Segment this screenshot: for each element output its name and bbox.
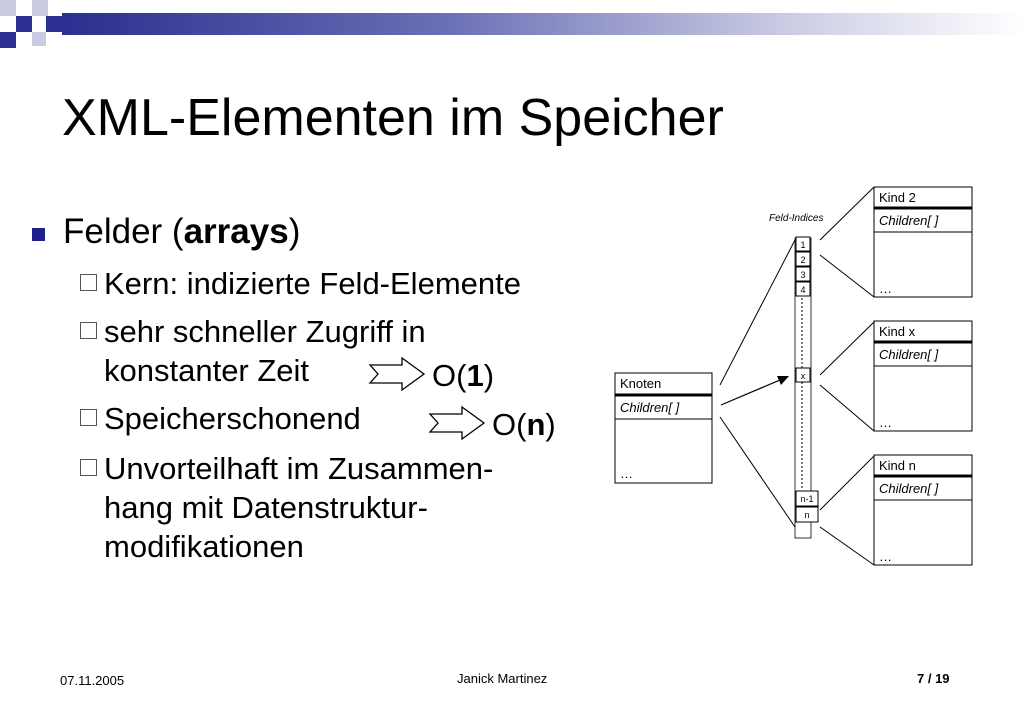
deco-square (32, 32, 46, 46)
complexity-o1 (432, 357, 494, 395)
child-ellipsis: … (879, 415, 892, 430)
deco-square (48, 0, 62, 16)
header-gradient-bar (62, 13, 1023, 35)
deco-square (0, 16, 16, 32)
deco-square (0, 32, 16, 48)
index-label: 2 (800, 255, 806, 265)
child-box (874, 455, 972, 565)
slide-title: XML-Elementen im Speicher (62, 89, 724, 147)
on-prefix: O( (492, 407, 527, 442)
bullet-main-bold: arrays (183, 212, 289, 251)
o1-bold: 1 (466, 358, 484, 393)
sub-item-text: modifikationen (104, 529, 304, 564)
bullet-main-prefix: Felder ( (63, 212, 184, 251)
deco-square (46, 16, 62, 32)
child-box (874, 187, 972, 297)
child-box (874, 321, 972, 431)
sub-item-text: Kern: indizierte Feld-Elemente (104, 266, 521, 301)
o1-suffix: ) (483, 358, 495, 393)
sub-item-text: konstanter Zeit (104, 353, 310, 388)
deco-square (16, 16, 32, 32)
node-title: Knoten (620, 376, 662, 391)
index-label: 3 (800, 270, 806, 280)
header-decoration (0, 0, 1023, 60)
child-children-field: Children[ ] (879, 213, 939, 228)
on-suffix: ) (545, 407, 556, 442)
index-label: x (800, 371, 806, 381)
index-label: 1 (800, 240, 806, 250)
deco-square (16, 0, 32, 16)
sub-item-text: Speicherschonend (104, 401, 361, 436)
child-children-field: Children[ ] (879, 481, 939, 496)
child-title: Kind 2 (879, 190, 916, 205)
checkbox-bullet-icon (80, 322, 97, 339)
bullet-main (63, 210, 300, 254)
array-label: Feld-Indices (769, 213, 824, 224)
arrow-right-icon (428, 405, 486, 441)
checkbox-bullet-icon (80, 274, 97, 291)
sub-item-text: hang mit Datenstruktur- (104, 490, 428, 525)
child-children-field: Children[ ] (879, 347, 939, 362)
child-ellipsis: … (879, 281, 892, 296)
array-diagram (600, 180, 1000, 580)
complexity-on (492, 406, 556, 444)
bullet-main-suffix: ) (288, 212, 301, 251)
sub-item-text: Unvorteilhaft im Zusammen- (104, 451, 494, 486)
child-title: Kind n (879, 458, 916, 473)
footer-author: Janick Martinez (457, 671, 548, 686)
sub-item-text: sehr schneller Zugriff in (104, 314, 426, 349)
child-title: Kind x (879, 324, 916, 339)
node-ellipsis: … (620, 466, 633, 481)
footer-page-number: 7 / 19 (917, 671, 950, 686)
bullet-square-icon (32, 228, 45, 241)
footer-date: 07.11.2005 (60, 673, 125, 688)
arrow-right-icon (368, 356, 426, 392)
o1-prefix: O( (432, 358, 467, 393)
deco-square (0, 0, 16, 16)
checkbox-bullet-icon (80, 409, 97, 426)
index-label: 4 (800, 285, 806, 295)
child-ellipsis: … (879, 549, 892, 564)
index-label: n-1 (800, 494, 814, 504)
node-children-field: Children[ ] (620, 400, 680, 415)
index-label: n (804, 510, 810, 520)
deco-square (32, 0, 48, 16)
on-bold: n (526, 407, 546, 442)
checkbox-bullet-icon (80, 459, 97, 476)
node-box (615, 373, 712, 483)
